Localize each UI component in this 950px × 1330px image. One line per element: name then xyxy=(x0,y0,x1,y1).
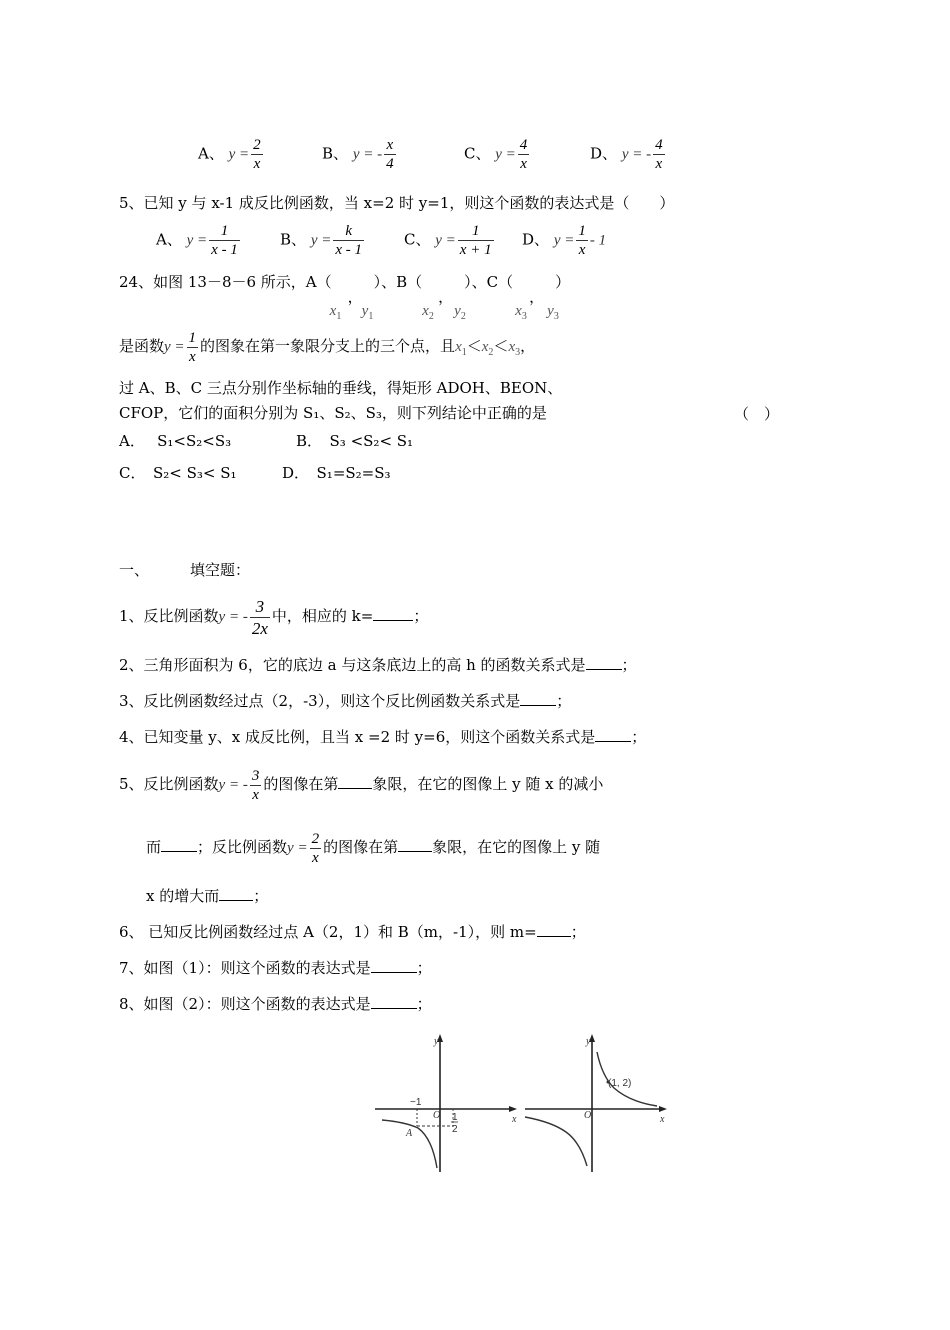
x-axis-arrow xyxy=(509,1106,517,1112)
q5-option-a: A、 y = $\frac{1}{x - 1}$ xyxy=(156,223,238,258)
fraction: $\frac{2}{x}$ xyxy=(253,137,261,172)
fraction: $\frac{k}{x - 1}$ xyxy=(335,223,362,258)
answer-blank[interactable] xyxy=(537,922,571,937)
x-axis-arrow xyxy=(659,1106,667,1112)
q24-option-b: B． S₃ <S₂< S₁ xyxy=(296,432,414,450)
point-a-label: A xyxy=(406,1128,413,1139)
fraction: $\frac{3}{2x}$ xyxy=(251,596,268,638)
fraction: $\frac{1}{x}$ xyxy=(188,329,197,365)
q24-line4: CFOP，它们的面积分别为 S₁、S₂、S₃，则下列结论中正确的是 xyxy=(119,404,547,422)
answer-blank[interactable] xyxy=(371,994,417,1009)
fill-q7: 7、如图（1）：则这个函数的表达式是 ； xyxy=(119,959,432,977)
q5-option-d: D、 y = $\frac{1}{x}$ - 1 xyxy=(522,223,607,258)
tick-label-neg1: −1 xyxy=(410,1097,422,1108)
fill-q5-continued: 而 ；反比例函数y = $\frac{2}{x}$ 的图像在第 象限，在它的图像上 y 随 xyxy=(146,830,601,866)
q24-option-a: A． S₁<S₂<S₃ xyxy=(119,432,232,450)
section-heading: 填空题： xyxy=(190,561,251,579)
fill-q6: 6、 已知反比例函数经过点 A（2，1）和 B（m，-1），则 m= ； xyxy=(119,923,586,941)
q5-option-b: B、 y = $\frac{k}{x - 1}$ xyxy=(280,223,362,258)
answer-blank[interactable] xyxy=(520,691,556,706)
answer-blank[interactable] xyxy=(219,886,253,901)
half-numerator: 1 xyxy=(452,1112,458,1123)
q24-line3: 过 A、B、C 三点分别作坐标轴的垂线，得矩形 ADOH、BEON、 xyxy=(119,379,563,397)
prev-option-b: B、 y = - $\frac{x}{4}$ xyxy=(322,137,394,172)
x-axis-label: x xyxy=(512,1114,517,1125)
fraction: $\frac{1}{x + 1}$ xyxy=(459,223,492,258)
q24-line1: 24、如图 13－8－6 所示，A（ $x_1$ ， $y_1$ ）、B（ $x_2$ ， $y_2$ ）、C（ $x_3$ ， $y_3$ ） xyxy=(119,273,571,322)
prev-option-a: A、 y = $\frac{2}{x}$ xyxy=(198,137,261,172)
prev-option-d: D、 y = - $\frac{4}{x}$ xyxy=(590,137,663,172)
fill-q5: 5、反比例函数y = - $\frac{3}{x}$ 的图像在第 象限，在它的图像上 y 随 x 的减小 xyxy=(119,767,604,803)
prev-option-c: C、 y = $\frac{4}{x}$ xyxy=(464,137,528,172)
origin-label: O xyxy=(433,1110,441,1121)
point-label: (1, 2) xyxy=(608,1078,632,1089)
answer-blank[interactable] xyxy=(373,606,413,621)
fill-q3: 3、反比例函数经过点（2，-3），则这个反比例函数关系式是 ； xyxy=(119,692,572,710)
q5-option-c: C、 y = $\frac{1}{x + 1}$ xyxy=(404,223,492,258)
fraction: $\frac{x}{4}$ xyxy=(386,137,394,172)
x-axis-label: x xyxy=(660,1114,665,1125)
fraction: $\frac{4}{x}$ xyxy=(655,137,663,172)
answer-blank[interactable] xyxy=(398,837,432,852)
answer-blank[interactable] xyxy=(371,958,417,973)
fraction: $\frac{4}{x}$ xyxy=(519,137,528,172)
fill-q5-end: x 的增大而 ； xyxy=(146,887,269,905)
q24-option-d: D． S₁=S₂=S₃ xyxy=(282,464,391,482)
section-heading-number: 一、 xyxy=(119,561,150,579)
fraction: $\frac{2}{x}$ xyxy=(311,830,320,866)
q5-text: 5、已知 y 与 x-1 成反比例函数，当 x=2 时 y=1，则这个函数的表达式是（ ） xyxy=(119,194,675,212)
q24-option-c: C． S₂< S₃< S₁ xyxy=(119,464,237,482)
hyperbola-branch-q3 xyxy=(525,1117,587,1166)
fill-q1: 1、反比例函数y = - $\frac{3}{2x}$ 中，相应的 k= ； xyxy=(119,596,429,638)
graph-figure-1 xyxy=(370,1032,520,1177)
y-axis-label: y xyxy=(586,1036,591,1047)
q24-line2: 是函数y = $\frac{1}{x}$ 的图象在第一象限分支上的三个点，且$x_1<x_2<x_3$， xyxy=(119,329,536,365)
answer-blank[interactable] xyxy=(161,837,197,852)
y-axis-label: y xyxy=(434,1036,439,1047)
answer-blank[interactable] xyxy=(595,727,631,742)
fraction: $\frac{1}{x}$ xyxy=(578,223,586,258)
fill-q2: 2、三角形面积为 6，它的底边 a 与这条底边上的高 h 的函数关系式是 ； xyxy=(119,656,637,674)
half-denominator: 2 xyxy=(452,1124,458,1135)
fill-q4: 4、已知变量 y、x 成反比例，且当 x =2 时 y=6，则这个函数关系式是 ； xyxy=(119,728,647,746)
q24-answer-paren: （ ） xyxy=(734,405,780,423)
fill-q8: 8、如图（2）：则这个函数的表达式是 ； xyxy=(119,995,432,1013)
graph-figure-2 xyxy=(522,1032,672,1177)
fraction: $\frac{1}{x - 1}$ xyxy=(211,223,238,258)
answer-blank[interactable] xyxy=(338,774,372,789)
answer-blank[interactable] xyxy=(586,655,622,670)
origin-label: O xyxy=(584,1110,592,1121)
fraction: $\frac{3}{x}$ xyxy=(251,767,260,803)
